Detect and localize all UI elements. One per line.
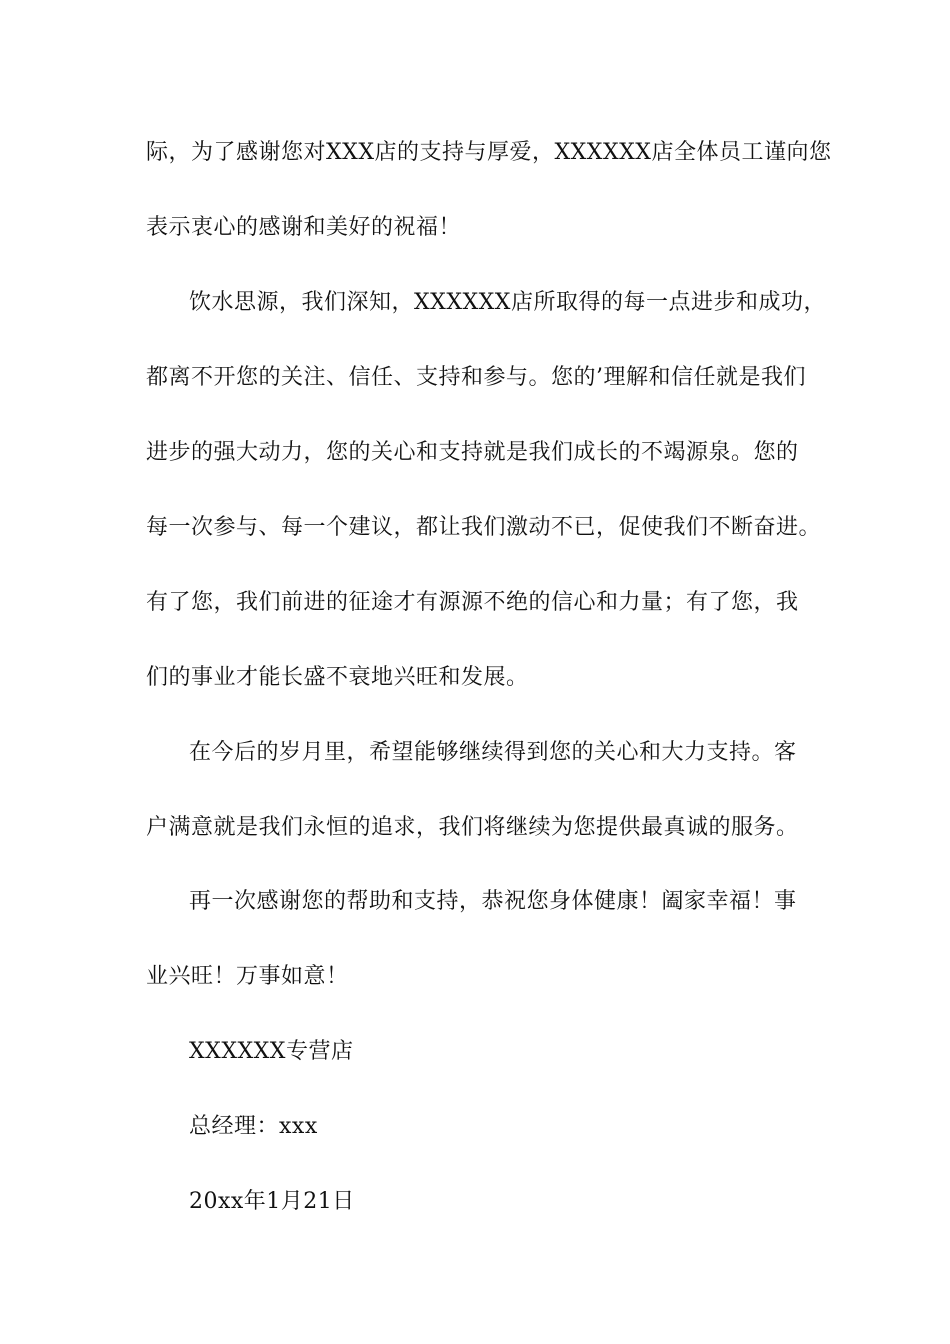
signature-date: 20xx年1月21日 bbox=[189, 1189, 355, 1214]
signature-manager: 总经理：xxx bbox=[189, 1114, 318, 1139]
paragraph-line: 际，为了感谢您对XXX店的支持与厚爱，XXXXXX店全体员工谨向您 bbox=[146, 140, 832, 165]
paragraph-line: 饮水思源，我们深知，XXXXXX店所取得的每一点进步和成功， bbox=[189, 290, 826, 315]
paragraph-line: 在今后的岁月里，希望能够继续得到您的关心和大力支持。客 bbox=[189, 740, 797, 765]
signature-store: XXXXXX专营店 bbox=[189, 1039, 354, 1064]
paragraph-line: 有了您，我们前进的征途才有源源不绝的信心和力量；有了您，我 bbox=[146, 590, 799, 615]
paragraph-line: 每一次参与、每一个建议，都让我们激动不已，促使我们不断奋进。 bbox=[146, 515, 822, 540]
paragraph-line: 进步的强大动力，您的关心和支持就是我们成长的不竭源泉。您的 bbox=[146, 440, 799, 465]
paragraph-line: 表示衷心的感谢和美好的祝福！ bbox=[146, 215, 462, 240]
paragraph-line: 再一次感谢您的帮助和支持，恭祝您身体健康！阖家幸福！事 bbox=[189, 889, 797, 914]
paragraph-line: 都离不开您的关注、信任、支持和参与。您的’理解和信任就是我们 bbox=[146, 365, 806, 390]
paragraph-line: 户满意就是我们永恒的追求，我们将继续为您提供最真诚的服务。 bbox=[146, 815, 799, 840]
paragraph-line: 们的事业才能长盛不衰地兴旺和发展。 bbox=[146, 665, 529, 690]
paragraph-line: 业兴旺！万事如意！ bbox=[146, 964, 349, 989]
